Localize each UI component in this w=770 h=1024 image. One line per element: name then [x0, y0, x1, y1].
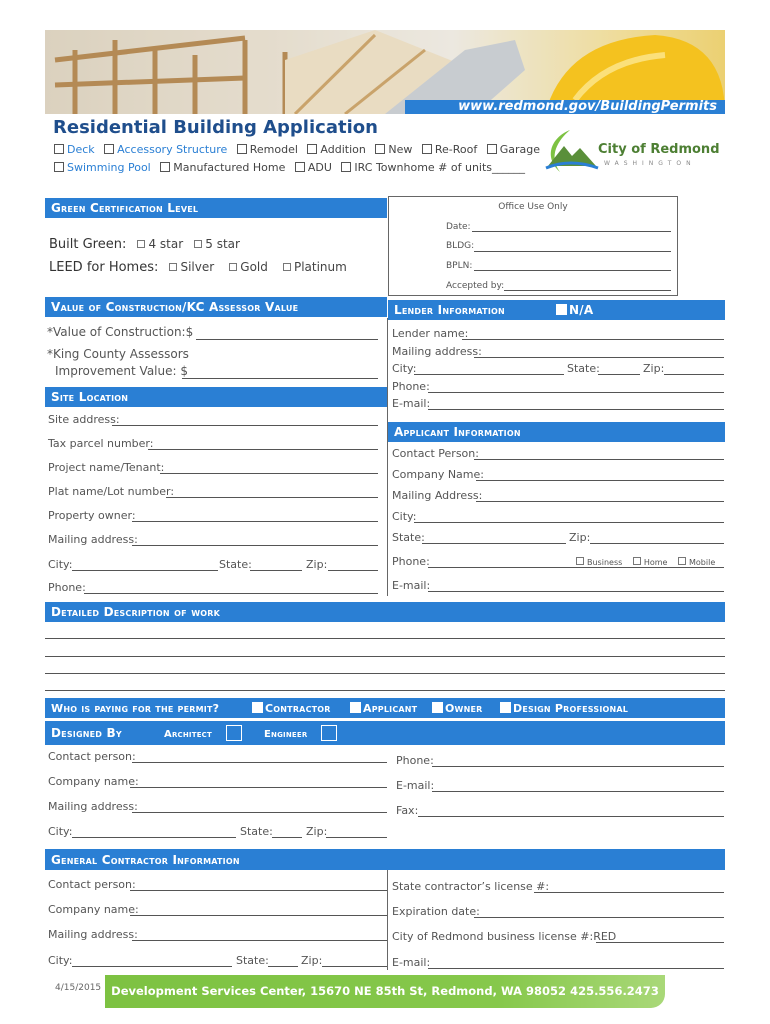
kc-assessor-label-1: *King County Assessors — [47, 347, 189, 361]
leed-row — [49, 256, 353, 275]
tax-parcel-label: Tax parcel number: — [48, 437, 154, 450]
office-bpln-field[interactable] — [474, 270, 671, 271]
site-zip-field[interactable] — [328, 570, 378, 571]
property-owner-field[interactable] — [132, 521, 378, 522]
office-bpln-label: BPLN: — [446, 261, 473, 271]
lender-email-field[interactable] — [428, 409, 724, 410]
site-phone-label: Phone: — [48, 581, 86, 594]
phone-type-business[interactable]: Business — [576, 558, 622, 567]
type-option-accessory[interactable]: Accessory Structure — [104, 143, 233, 156]
lender-mailing-label: Mailing address: — [392, 345, 482, 358]
designer-company-label: Company name: — [48, 775, 139, 788]
lender-heading-text: Lender Information — [394, 303, 505, 317]
value-construction-field[interactable] — [196, 339, 378, 340]
designed-architect[interactable]: Architect — [164, 725, 242, 741]
designer-state-label: State: — [240, 825, 273, 838]
payer-owner[interactable]: Owner — [432, 702, 483, 715]
gc-heading: General Contractor Information — [45, 849, 725, 870]
designer-city-label: City: — [48, 825, 73, 838]
applicant-city-label: City: — [392, 510, 417, 523]
lender-city-label: City: — [392, 362, 417, 375]
type-option-manufactured[interactable]: Manufactured Home — [160, 161, 291, 174]
designer-email-field[interactable] — [432, 791, 724, 792]
gc-company-label: Company name: — [48, 903, 139, 916]
applicant-zip-field[interactable] — [590, 543, 724, 544]
office-accepted-label: Accepted by: — [446, 281, 505, 291]
gc-contact-field[interactable] — [130, 890, 387, 891]
applicant-zip-label: Zip: — [569, 531, 591, 544]
site-zip-label: Zip: — [306, 558, 328, 571]
payer-applicant[interactable]: Applicant — [350, 702, 417, 715]
designer-zip-field[interactable] — [326, 837, 387, 838]
site-location-heading: Site Location — [45, 387, 387, 407]
phone-type-mobile[interactable]: Mobile — [678, 558, 715, 567]
gc-email-field[interactable] — [428, 968, 724, 969]
lender-email-label: E-mail: — [392, 397, 431, 410]
description-line-3[interactable] — [45, 673, 725, 674]
lender-name-field[interactable] — [462, 339, 724, 340]
designer-fax-field[interactable] — [418, 816, 724, 817]
gc-zip-label: Zip: — [301, 954, 323, 967]
application-type-row-1 — [54, 143, 546, 156]
applicant-contact-label: Contact Person: — [392, 447, 479, 460]
applicant-company-label: Company Name: — [392, 468, 484, 481]
gc-column-divider — [387, 870, 388, 970]
payer-question: Who is paying for the permit? — [51, 701, 220, 715]
green-certification-heading: Green Certification Level — [45, 198, 387, 218]
logo-city-name: City of Redmond — [598, 142, 720, 157]
applicant-phone-type — [576, 557, 715, 567]
gc-zip-field[interactable] — [322, 966, 387, 967]
type-option-townhome[interactable]: IRC Townhome # of units______ — [341, 161, 531, 174]
lender-state-label: State: — [567, 362, 600, 375]
applicant-state-label: State: — [392, 531, 425, 544]
designer-fax-label: Fax: — [396, 804, 419, 817]
type-option-reroof[interactable]: Re-Roof — [422, 143, 483, 156]
page-title: Residential Building Application — [53, 117, 378, 138]
applicant-email-field[interactable] — [428, 591, 724, 592]
type-option-addition[interactable]: Addition — [307, 143, 371, 156]
gc-mailing-label: Mailing address: — [48, 928, 138, 941]
applicant-email-label: E-mail: — [392, 579, 431, 592]
description-line-1[interactable] — [45, 638, 725, 639]
lender-city-field[interactable] — [414, 374, 564, 375]
gc-company-field[interactable] — [130, 915, 387, 916]
applicant-city-field[interactable] — [414, 522, 724, 523]
value-construction-label: *Value of Construction:$ — [47, 325, 194, 339]
site-state-field[interactable] — [250, 570, 302, 571]
lender-phone-field[interactable] — [428, 392, 724, 393]
site-state-label: State: — [219, 558, 252, 571]
built-green-label: Built Green: — [49, 237, 127, 252]
column-divider — [387, 318, 388, 596]
built-green-5star[interactable]: 5 star — [194, 233, 246, 252]
lender-state-field[interactable] — [598, 374, 640, 375]
designer-phone-field[interactable] — [432, 766, 724, 767]
kc-assessor-label-2: Improvement Value: $ — [55, 364, 188, 378]
built-green-4star[interactable]: 4 star — [137, 233, 189, 252]
office-bldg-field[interactable] — [474, 251, 671, 252]
applicant-contact-field[interactable] — [474, 459, 724, 460]
applicant-phone-label: Phone: — [392, 555, 430, 568]
leed-platinum[interactable]: Platinum — [283, 256, 353, 275]
city-logo — [540, 128, 730, 178]
applicant-mailing-label: Mailing Address: — [392, 489, 483, 502]
gc-state-field[interactable] — [268, 966, 298, 967]
kc-assessor-field[interactable] — [182, 378, 378, 379]
office-use-box — [388, 196, 678, 296]
description-line-4[interactable] — [45, 690, 725, 691]
type-option-garage[interactable]: Garage — [487, 143, 546, 156]
gc-license-field[interactable] — [534, 892, 724, 893]
designer-mailing-field[interactable] — [132, 812, 387, 813]
office-use-title: Office Use Only — [498, 202, 568, 212]
site-phone-field[interactable] — [84, 593, 378, 594]
tax-parcel-field[interactable] — [148, 449, 378, 450]
lender-heading — [388, 300, 725, 320]
gc-business-license-label: City of Redmond business license #:RED — [392, 930, 617, 943]
lender-name-label: Lender name: — [392, 327, 469, 340]
permits-url[interactable]: www.redmond.gov/BuildingPermits — [458, 99, 717, 114]
designer-company-field[interactable] — [130, 787, 387, 788]
lender-na-option[interactable]: N/A — [556, 303, 593, 317]
gc-state-label: State: — [236, 954, 269, 967]
applicant-company-field[interactable] — [476, 480, 724, 481]
built-green-row — [49, 233, 246, 252]
gc-expiration-field[interactable] — [474, 917, 724, 918]
designer-phone-label: Phone: — [396, 754, 434, 767]
site-mailing-label: Mailing address: — [48, 533, 138, 546]
designed-engineer[interactable]: Engineer — [264, 725, 337, 741]
form-date: 4/15/2015 — [55, 983, 102, 993]
phone-type-home[interactable]: Home — [633, 558, 668, 567]
gc-city-label: City: — [48, 954, 73, 967]
plat-name-label: Plat name/Lot number: — [48, 485, 175, 498]
gc-city-field[interactable] — [72, 966, 232, 967]
office-accepted-field[interactable] — [504, 290, 671, 291]
site-address-label: Site address: — [48, 413, 120, 426]
type-option-remodel[interactable]: Remodel — [237, 143, 304, 156]
leed-silver[interactable]: Silver — [169, 256, 224, 275]
designer-contact-label: Contact person: — [48, 750, 136, 763]
applicant-phone-field[interactable] — [428, 567, 724, 568]
description-heading: Detailed Description of work — [45, 602, 725, 622]
designer-contact-field[interactable] — [132, 762, 387, 763]
designed-by-bar — [45, 721, 725, 745]
description-line-2[interactable] — [45, 656, 725, 657]
site-city-field[interactable] — [72, 570, 218, 571]
gc-contact-label: Contact person: — [48, 878, 136, 891]
site-city-label: City: — [48, 558, 73, 571]
gc-business-license-field[interactable] — [596, 942, 724, 943]
applicant-state-field[interactable] — [422, 543, 566, 544]
designer-email-label: E-mail: — [396, 779, 435, 792]
office-date-field[interactable] — [472, 231, 671, 232]
value-heading: Value of Construction/KC Assessor Value — [45, 297, 387, 317]
gc-expiration-label: Expiration date: — [392, 905, 480, 918]
office-date-label: Date: — [446, 222, 471, 232]
footer-address: Development Services Center, 15670 NE 85th St, Redmond, WA 98052 425.556.2473 — [111, 984, 659, 998]
office-bldg-label: BLDG: — [446, 241, 475, 251]
type-option-new[interactable]: New — [375, 143, 418, 156]
payer-design-professional[interactable]: Design Professional — [500, 702, 628, 715]
property-owner-label: Property owner: — [48, 509, 136, 522]
applicant-mailing-field[interactable] — [476, 501, 724, 502]
payer-contractor[interactable]: Contractor — [252, 702, 331, 715]
designer-city-field[interactable] — [72, 837, 236, 838]
gc-mailing-field[interactable] — [132, 940, 387, 941]
plat-name-field[interactable] — [166, 497, 378, 498]
gc-license-label: State contractor’s license #: — [392, 880, 550, 893]
lender-mailing-field[interactable] — [474, 357, 724, 358]
type-option-pool[interactable]: Swimming Pool — [54, 161, 157, 174]
leed-gold[interactable]: Gold — [229, 256, 278, 275]
logo-state-name: WASHINGTON — [604, 160, 696, 167]
payer-bar — [45, 698, 725, 718]
type-option-adu[interactable]: ADU — [295, 161, 338, 174]
applicant-heading: Applicant Information — [388, 422, 725, 442]
application-type-row-2 — [54, 161, 531, 174]
designer-mailing-label: Mailing address: — [48, 800, 138, 813]
lender-zip-label: Zip: — [643, 362, 665, 375]
lender-zip-field[interactable] — [664, 374, 724, 375]
gc-email-label: E-mail: — [392, 956, 431, 969]
leed-label: LEED for Homes: — [49, 260, 159, 275]
lender-phone-label: Phone: — [392, 380, 430, 393]
project-name-label: Project name/Tenant: — [48, 461, 165, 474]
designed-by-heading: Designed By — [51, 726, 122, 740]
mountain-logo-icon — [540, 128, 600, 174]
site-mailing-field[interactable] — [132, 545, 378, 546]
site-address-field[interactable] — [112, 425, 378, 426]
designer-state-field[interactable] — [272, 837, 302, 838]
type-option-deck[interactable]: Deck — [54, 143, 101, 156]
designer-zip-label: Zip: — [306, 825, 328, 838]
header-banner — [45, 30, 725, 114]
project-name-field[interactable] — [160, 473, 378, 474]
